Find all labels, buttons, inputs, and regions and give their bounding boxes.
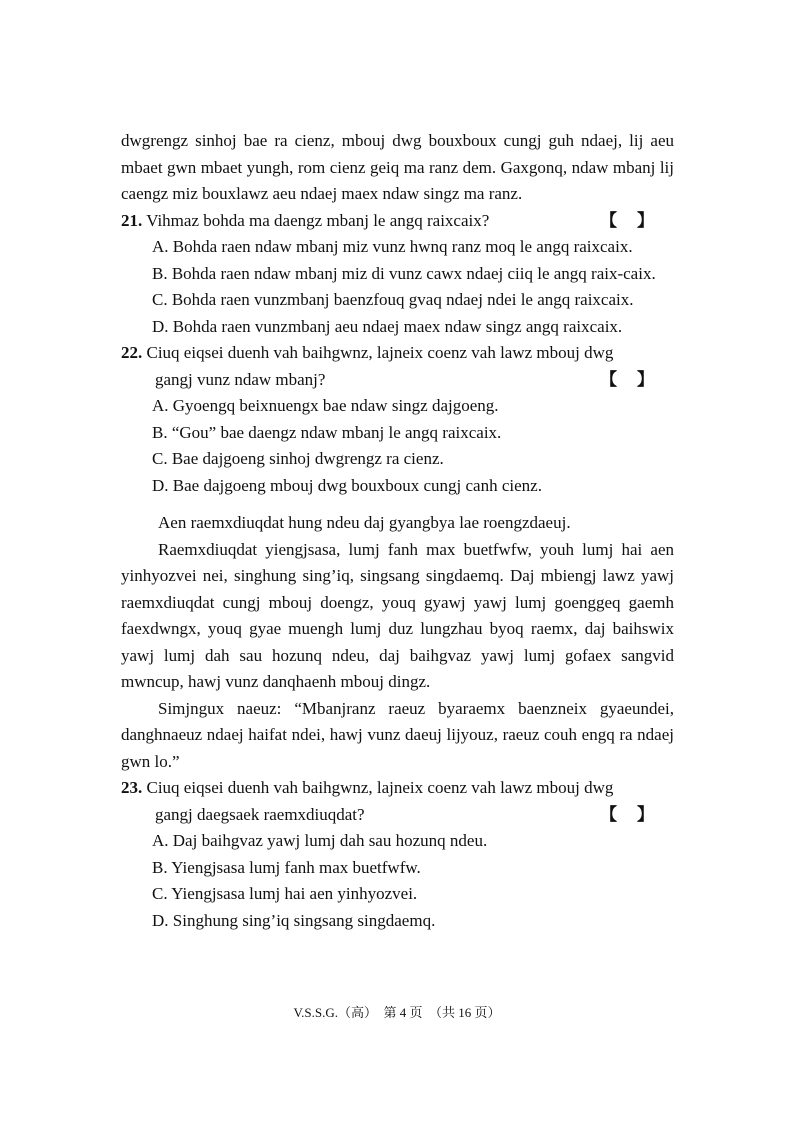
option-c: C. Bohda raen vunzmbanj baenzfouq gvaq ndaej ndei le angq raixcaix. xyxy=(152,290,634,309)
question-22 xyxy=(121,340,674,499)
passage-paragraph: Aen raemxdiuqdat hung ndeu daj gyangbya lae roengzdaeuj. xyxy=(158,513,571,532)
question-number: 23. xyxy=(121,778,143,797)
question-text-continued: gangj daegsaek raemxdiuqdat? xyxy=(155,804,365,824)
option-b: B. Yiengjsasa lumj fanh max buetfwfw. xyxy=(152,857,421,877)
page-footer: V.S.S.G.（高） 第 4 页 （共 16 页） xyxy=(293,1005,501,1020)
option-a: A. Bohda raen ndaw mbanj miz vunz hwnq ranz moq le angq raixcaix. xyxy=(152,237,633,256)
passage-paragraph: Simjngux naeuz: “Mbanjranz raeuz byaraemx baenzneix gyaeundei, danghnaeuz ndaej haifat ndei, hawj vunz daeuj lijyouz, raeuz couh engq ra ndaej gwn lo.” xyxy=(121,698,674,771)
option-c: C. Yiengjsasa lumj hai aen yinhyozvei. xyxy=(152,884,418,903)
option-b: B. “Gou” bae daengz ndaw mbanj le angq raixcaix. xyxy=(152,422,502,442)
question-23 xyxy=(121,775,674,934)
passage-paragraph: Raemxdiuqdat yiengjsasa, lumj fanh max buetfwfw, youh lumj hai aen yinhyozvei nei, singhung sing’iq, singsang singdaemq. Daj mbiengj lawz yawj raemxdiuqdat cungj mbouj doengz, youq gyawj yawj lumj goenggeq gaemh faexdwngx, youq gyae muengh lumj duz lungzhau byoq raemx, daj baihswix yawj lumj dah sau hozunq ndeu, daj baihgvaz yawj lumj gofaex sangvid mwncup, hawj vunz danqhaenh mbouj dingz. xyxy=(121,539,674,691)
option-a: A. Daj baihgvaz yawj lumj dah sau hozunq ndeu. xyxy=(152,831,488,850)
question-number: 21. xyxy=(121,210,143,230)
intro-paragraph: dwgrengz sinhoj bae ra cienz, mbouj dwg bouxboux cungj guh ndaej, lij aeu mbaet gwn mbaet yungh, rom cienz geiq ma ranz dem. Gaxgonq, ndaw mbanj lij caengz miz bouxlawz aeu ndaej maex ndaw singz ma ranz. xyxy=(121,131,674,203)
question-text-continued: gangj vunz ndaw mbanj? xyxy=(155,369,326,389)
option-d: D. Bohda raen vunzmbanj aeu ndaej maex ndaw singz angq raixcaix. xyxy=(152,316,623,336)
question-text: Vihmaz bohda ma daengz mbanj le angq raixcaix? xyxy=(146,210,490,230)
option-a: A. Gyoengq beixnuengx bae ndaw singz dajgoeng. xyxy=(152,396,499,415)
answer-bracket: 【】 xyxy=(600,210,674,231)
page-content xyxy=(121,128,674,934)
question-text: Ciuq eiqsei duenh vah baihgwnz, lajneix coenz vah lawz mbouj dwg xyxy=(146,778,614,797)
question-text: Ciuq eiqsei duenh vah baihgwnz, lajneix coenz vah lawz mbouj dwg xyxy=(146,343,614,362)
answer-bracket: 【】 xyxy=(600,804,674,825)
option-d: D. Bae dajgoeng mbouj dwg bouxboux cungj canh cienz. xyxy=(152,475,542,495)
question-number: 22. xyxy=(121,343,143,362)
question-21 xyxy=(121,208,674,341)
answer-bracket: 【】 xyxy=(600,369,674,390)
option-b: B. Bohda raen ndaw mbanj miz di vunz cawx ndaej ciiq le angq raix-caix. xyxy=(152,263,656,283)
option-d: D. Singhung sing’iq singsang singdaemq. xyxy=(152,910,436,930)
option-c: C. Bae dajgoeng sinhoj dwgrengz ra cienz. xyxy=(152,449,444,468)
